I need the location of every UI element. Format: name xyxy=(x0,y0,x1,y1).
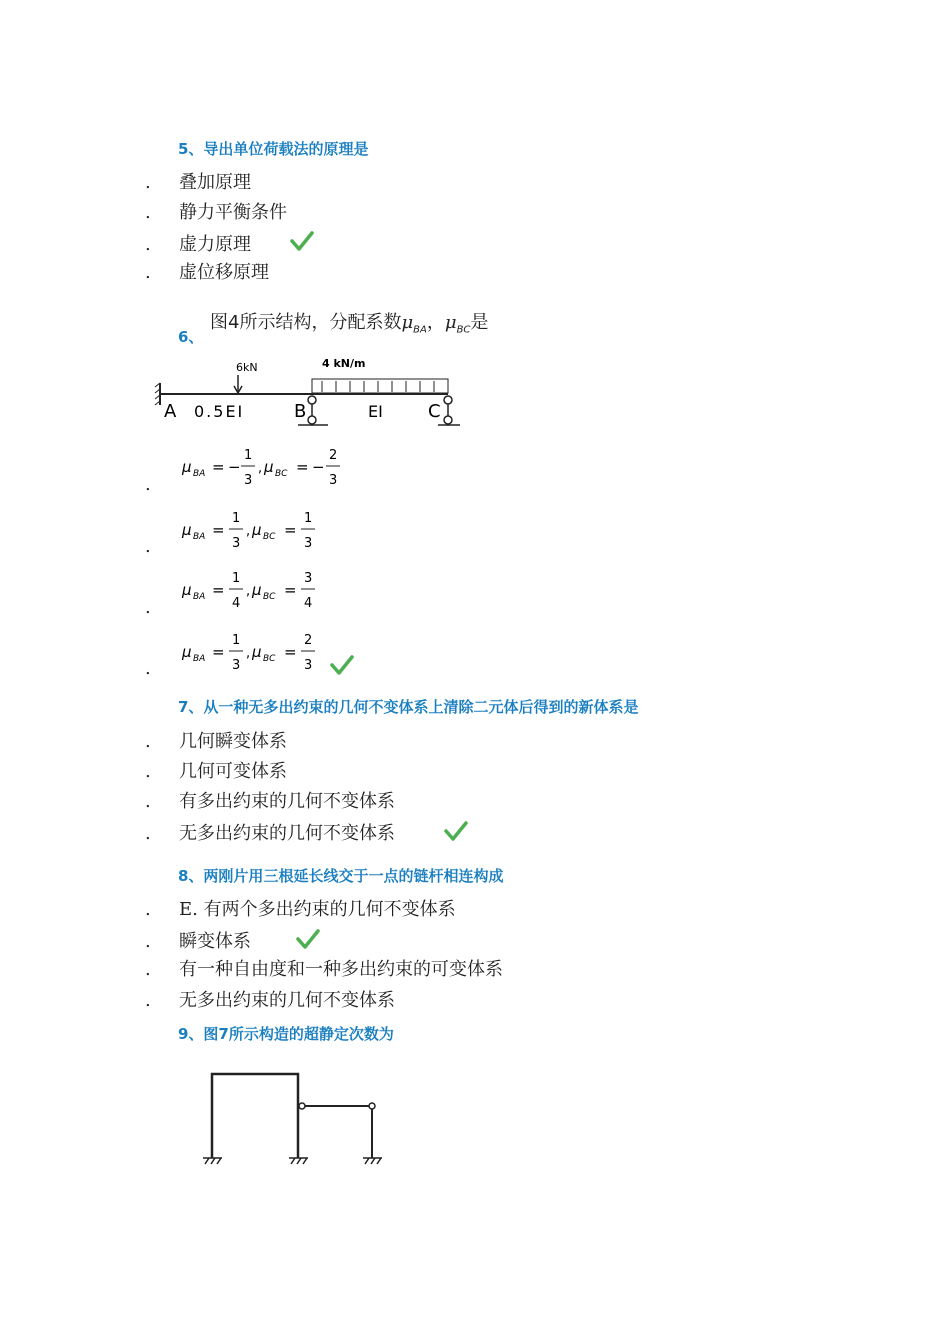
question-8-title: 8、两刚片用三根延长线交于一点的链杆相连构成 xyxy=(178,867,504,885)
svg-text:=: = xyxy=(212,643,225,661)
svg-text:−: − xyxy=(228,458,241,476)
hinge-right xyxy=(369,1103,375,1109)
checkmark-icon xyxy=(444,820,468,842)
checkmark-icon xyxy=(296,928,320,950)
svg-text:BA: BA xyxy=(193,532,206,542)
svg-text:BA: BA xyxy=(193,592,206,602)
svg-text:2: 2 xyxy=(304,633,313,648)
svg-text:1: 1 xyxy=(232,511,241,526)
portal-frame xyxy=(212,1074,298,1158)
svg-text:−: − xyxy=(312,458,325,476)
svg-text:4: 4 xyxy=(304,596,313,611)
label-b: B xyxy=(294,401,307,422)
question-5-title: 5、导出单位荷载法的原理是 xyxy=(178,140,369,158)
question-6-number: 6、 xyxy=(178,328,204,346)
svg-text:3: 3 xyxy=(304,571,313,586)
svg-text:3: 3 xyxy=(304,658,313,673)
distributed-load-label: 4 kN/m xyxy=(322,357,366,370)
distributed-load-box xyxy=(312,379,448,393)
svg-text:1: 1 xyxy=(232,571,241,586)
svg-text:2: 2 xyxy=(329,448,338,463)
svg-text:1: 1 xyxy=(232,633,241,648)
frame-figure xyxy=(200,1068,390,1170)
checkmark-icon xyxy=(330,654,354,676)
q6-option-a[interactable] xyxy=(180,442,350,490)
svg-text:,: , xyxy=(246,584,251,599)
q6-option-d[interactable] xyxy=(180,627,330,675)
svg-text:3: 3 xyxy=(304,536,313,551)
svg-text:=: = xyxy=(284,581,297,599)
svg-text:=: = xyxy=(296,458,309,476)
svg-text:1: 1 xyxy=(304,511,313,526)
beam-figure xyxy=(150,355,470,437)
svg-text:BC: BC xyxy=(263,532,276,542)
svg-text:4: 4 xyxy=(232,596,241,611)
svg-text:1: 1 xyxy=(244,448,253,463)
hinge-left xyxy=(299,1103,305,1109)
svg-text:3: 3 xyxy=(232,536,241,551)
label-ei-left: 0.5EI xyxy=(194,402,245,421)
point-load-label: 6kN xyxy=(236,361,258,374)
svg-text:μ: μ xyxy=(252,643,262,661)
q6-bullet-a: . xyxy=(145,474,151,495)
svg-text:=: = xyxy=(284,521,297,539)
label-ei-right: EI xyxy=(368,402,383,421)
q6-option-b[interactable] xyxy=(180,505,330,553)
svg-text:BC: BC xyxy=(263,654,276,664)
q6-option-c[interactable] xyxy=(180,565,330,613)
svg-text:,: , xyxy=(246,646,251,661)
svg-text:BC: BC xyxy=(275,469,288,479)
svg-text:μ: μ xyxy=(252,521,262,539)
svg-text:,: , xyxy=(258,461,263,476)
checkmark-icon xyxy=(290,230,314,252)
question-7-title: 7、从一种无多出约束的几何不变体系上清除二元体后得到的新体系是 xyxy=(178,698,639,716)
svg-text:μ: μ xyxy=(182,458,192,476)
label-a: A xyxy=(164,401,177,422)
q6-bullet-b: . xyxy=(145,536,151,557)
svg-text:μ: μ xyxy=(182,521,192,539)
svg-text:=: = xyxy=(284,643,297,661)
svg-text:,: , xyxy=(246,524,251,539)
svg-text:BC: BC xyxy=(263,592,276,602)
question-9-title: 9、图7所示构造的超静定次数为 xyxy=(178,1025,394,1043)
svg-text:=: = xyxy=(212,458,225,476)
svg-text:μ: μ xyxy=(264,458,274,476)
label-c: C xyxy=(428,401,441,422)
q6-bullet-c: . xyxy=(145,597,151,618)
ground-supports xyxy=(203,1158,382,1164)
hinge-c xyxy=(444,396,452,404)
svg-text:3: 3 xyxy=(232,658,241,673)
svg-text:μ: μ xyxy=(182,643,192,661)
hinge-b xyxy=(308,396,316,404)
svg-text:3: 3 xyxy=(329,473,338,488)
svg-text:=: = xyxy=(212,581,225,599)
question-6-stem: 图4所示结构，分配系数$\mu_{BA}$，$\mu_{BC}$是 xyxy=(210,312,489,336)
svg-text:μ: μ xyxy=(182,581,192,599)
q6-bullet-d: . xyxy=(145,658,151,679)
svg-text:=: = xyxy=(212,521,225,539)
svg-text:BA: BA xyxy=(193,469,206,479)
svg-text:3: 3 xyxy=(244,473,253,488)
svg-text:BA: BA xyxy=(193,654,206,664)
svg-text:μ: μ xyxy=(252,581,262,599)
